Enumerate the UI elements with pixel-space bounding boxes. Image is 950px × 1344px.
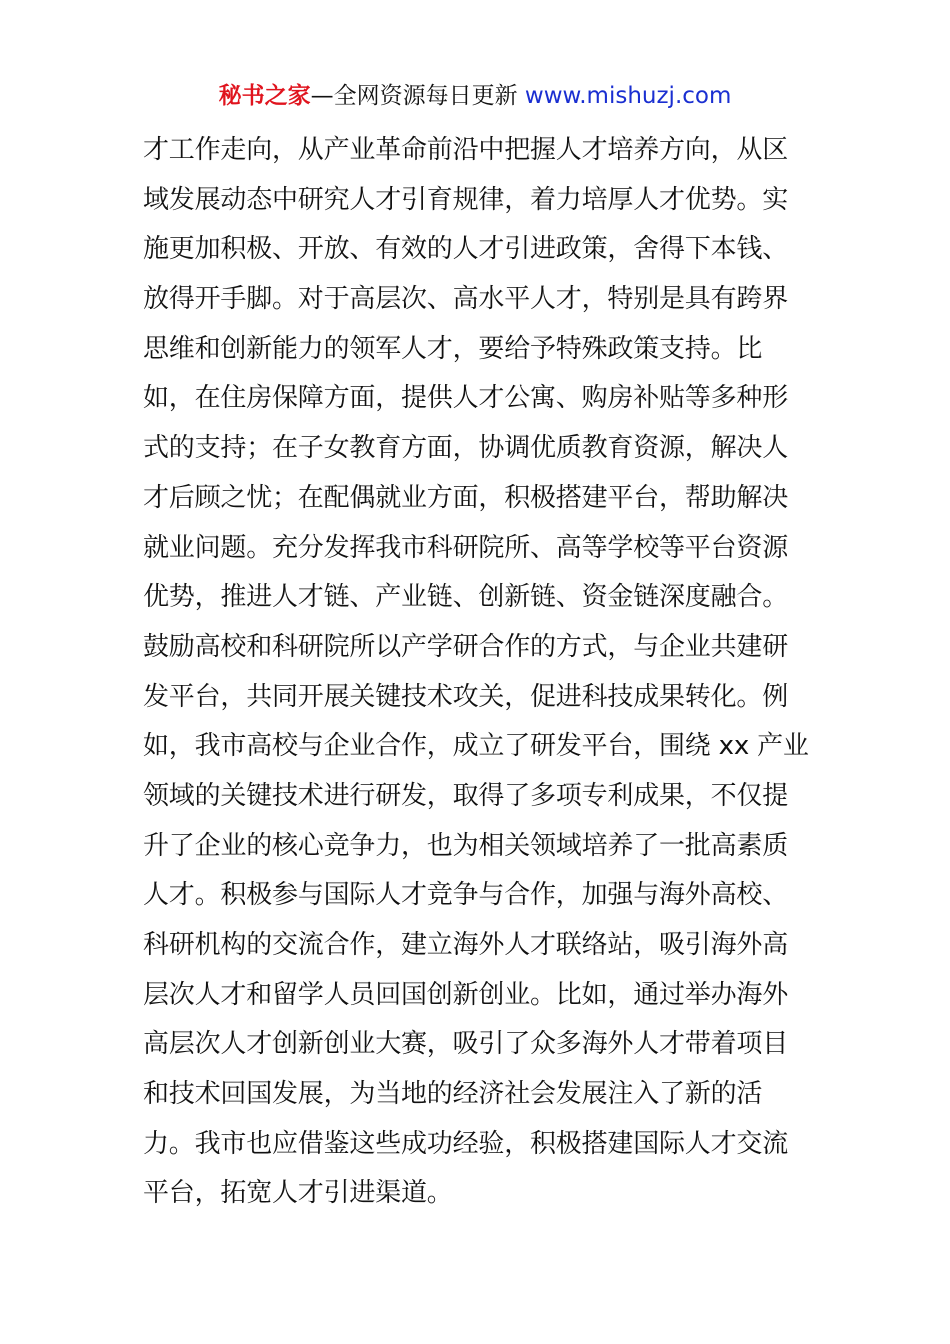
- body-line: 施更加积极、开放、有效的人才引进政策，舍得下本钱、: [143, 234, 789, 265]
- body-line: 发平台，共同开展关键技术攻关，促进科技成果转化。例: [143, 681, 789, 712]
- document-body: [143, 126, 823, 1219]
- body-line: 如，在住房保障方面，提供人才公寓、购房补贴等多种形: [143, 383, 789, 414]
- body-line: 才后顾之忧；在配偶就业方面，积极搭建平台，帮助解决: [143, 482, 789, 513]
- body-line: 高层次人才创新创业大赛，吸引了众多海外人才带着项目: [143, 1029, 789, 1060]
- body-line: 如，我市高校与企业合作，成立了研发平台，围绕 xx 产业: [143, 731, 809, 762]
- body-line: 升了企业的核心竞争力，也为相关领域培养了一批高素质: [143, 830, 789, 861]
- page-header: [0, 80, 950, 112]
- body-line: 人才。积极参与国际人才竞争与合作，加强与海外高校、: [143, 880, 789, 911]
- body-line: 层次人才和留学人员回国创新创业。比如，通过举办海外: [143, 979, 789, 1010]
- body-line: 科研机构的交流合作，建立海外人才联络站，吸引海外高: [143, 930, 789, 960]
- body-line: 力。我市也应借鉴这些成功经验，积极搭建国际人才交流: [143, 1128, 789, 1159]
- site-tagline: —全网资源每日更新: [310, 83, 525, 109]
- body-line: 就业问题。充分发挥我市科研院所、高等学校等平台资源: [143, 532, 789, 563]
- body-line: 式的支持；在子女教育方面，协调优质教育资源，解决人: [143, 433, 789, 464]
- body-line: 域发展动态中研究人才引育规律，着力培厚人才优势。实: [143, 184, 789, 215]
- site-url-link[interactable]: www.mishuzj.com: [524, 83, 732, 109]
- body-line: 鼓励高校和科研院所以产学研合作的方式，与企业共建研: [143, 631, 789, 662]
- site-brand: 秘书之家: [218, 83, 311, 109]
- body-line: 才工作走向，从产业革命前沿中把握人才培养方向，从区: [143, 135, 789, 165]
- body-line: 和技术回国发展，为当地的经济社会发展注入了新的活: [143, 1079, 763, 1110]
- body-line: 放得开手脚。对于高层次、高水平人才，特别是具有跨界: [143, 284, 789, 315]
- body-line: 思维和创新能力的领军人才，要给予特殊政策支持。比: [143, 333, 763, 364]
- body-line: 平台，拓宽人才引进渠道。: [143, 1178, 453, 1209]
- body-line: 优势，推进人才链、产业链、创新链、资金链深度融合。: [143, 582, 789, 613]
- body-line: 领域的关键技术进行研发，取得了多项专利成果，不仅提: [143, 780, 789, 811]
